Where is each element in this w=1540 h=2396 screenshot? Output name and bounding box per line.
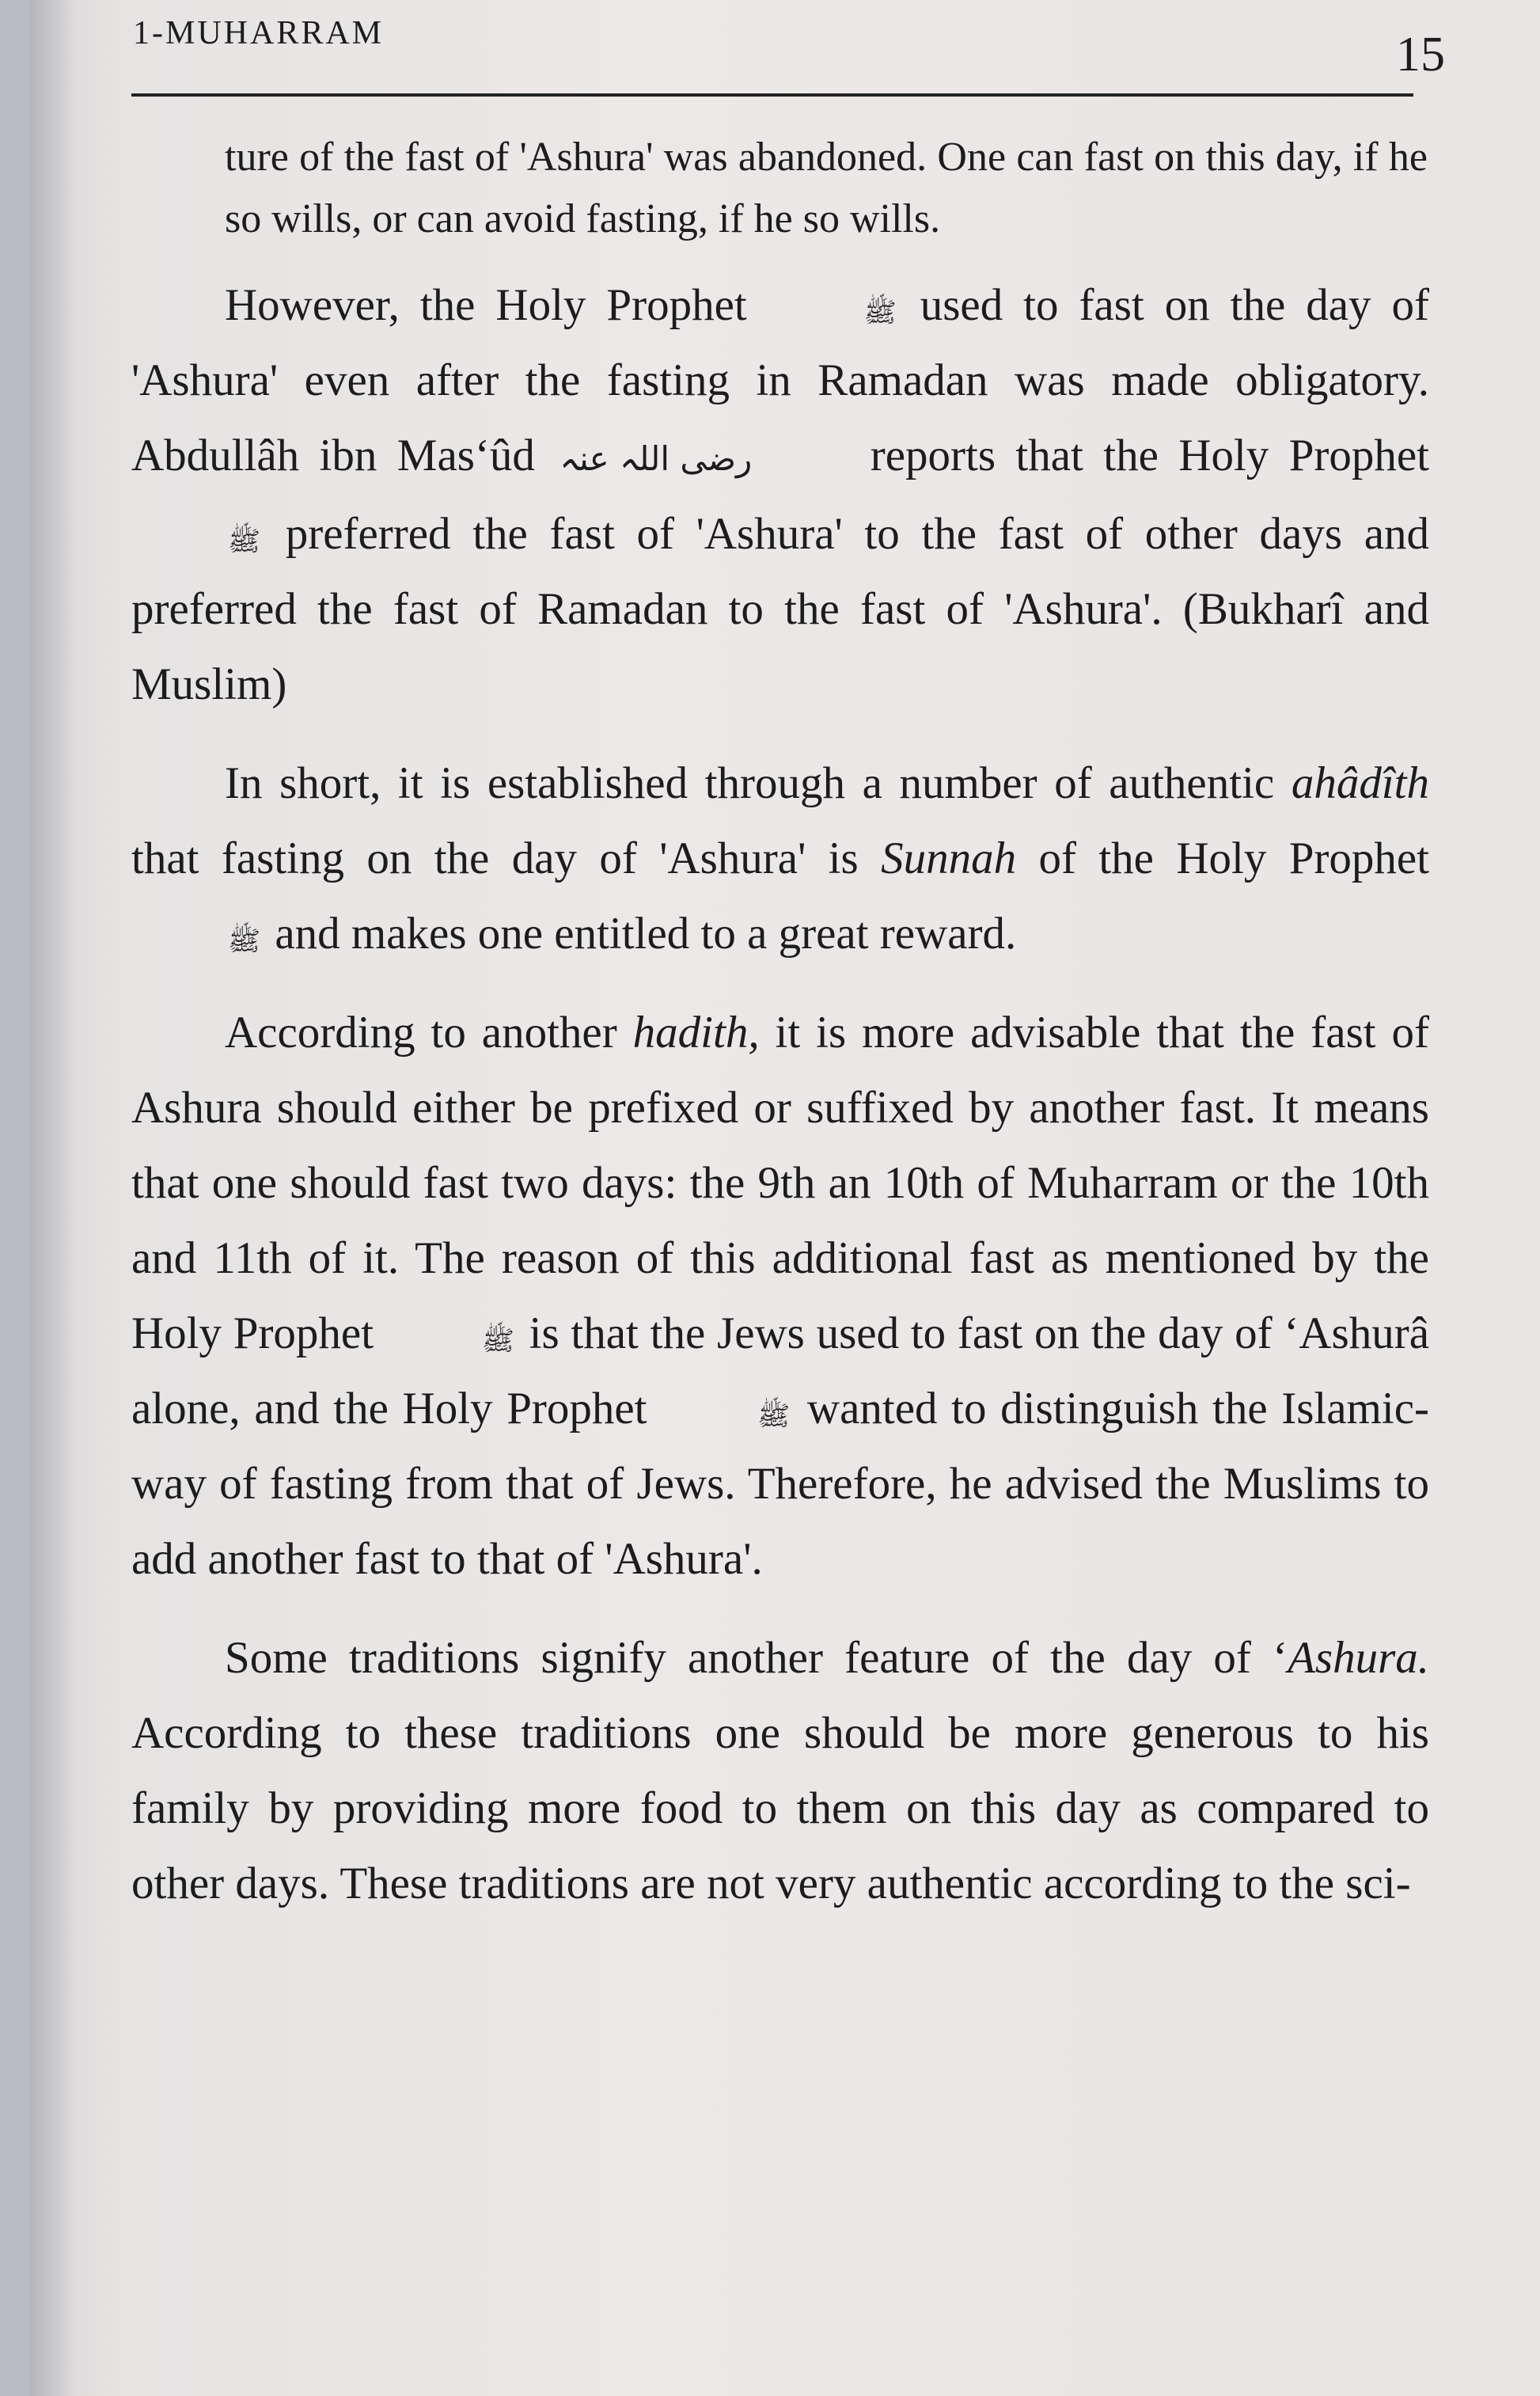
honorific-symbol: ﷺ [228,925,261,957]
body-text [131,127,1429,1921]
paragraph-3 [131,995,1429,1597]
italic-ashura: Ashura. [1288,1633,1429,1683]
p4-text-b: According to these traditions one should be more generous to his family by providing more food to them on this day as compared to other days. These traditions are not very authentic according to the sci- [131,1708,1429,1908]
italic-ahadith: ahâdîth [1291,758,1430,808]
arabic-honorific-phrase: رضی اللہ عنہ [559,439,753,478]
p3-text-c: is that the Jews used to fast on the day of ‘Ashurâ alone, and the Holy Prophet [131,1308,1429,1433]
italic-sunnah: Sunnah [881,833,1017,883]
spine-shadow [30,0,78,2396]
honorific-symbol: ﷺ [481,1324,514,1357]
paragraph-4 [131,1620,1429,1921]
continuation-paragraph: ture of the fast of 'Ashura' was abandoned. One can fast on this day, if he so wills, or can avoid fasting, if he so wills. [225,135,1428,241]
honorific-symbol: ﷺ [863,296,897,328]
p3-text-b: it is more advisable that the fast of Ashura should either be prefixed or suffixed by another fast. It means that one should fast two days: the 9th an 10th of Muharram or the 10th and 11th of it. The reason of this additional fast as mentioned by the Holy Prophet [131,1008,1429,1358]
p2-text-a: In short, it is established through a number of authentic [225,758,1275,808]
book-page [30,0,1540,2396]
p2-text-b: that fasting on the day of 'Ashura' is [131,833,859,883]
p3-text-d: wanted to distinguish the Islamic-way of fasting from that of Jews. Therefore, he advised the Muslims to add another fast to that of 'Ashura'. [131,1384,1430,1584]
paragraph-2 [131,746,1429,971]
page-number: 15 [1396,28,1445,82]
paragraph-1 [131,268,1429,722]
p4-text-a: Some traditions signify another feature of the day of ‘ [225,1633,1288,1683]
honorific-symbol: ﷺ [757,1399,791,1432]
p1-text-c: reports that the Holy Prophet [870,431,1430,480]
running-head: 1-MUHARRAM [133,15,385,51]
p1-text-a: However, the Holy Prophet [225,280,747,330]
header-rule [131,93,1413,97]
p1-text-d: preferred the fast of 'Ashura' to the fast of other days and preferred the fast of Ramadan to the fast of 'Ashura'. (Bukharî and Muslim) [131,509,1429,709]
honorific-symbol: ﷺ [228,525,261,557]
p2-text-c: of the Holy Prophet [1038,833,1430,883]
italic-hadith: hadith, [632,1008,760,1058]
p2-text-d: and makes one entitled to a great reward. [275,909,1017,959]
p1-text-b: used to fast on the day of 'Ashura' even after the fasting in Ramadan was made obligatory. Abdullâh ibn Mas‘ûd [131,280,1429,480]
p3-text-a: According to another [225,1008,617,1058]
